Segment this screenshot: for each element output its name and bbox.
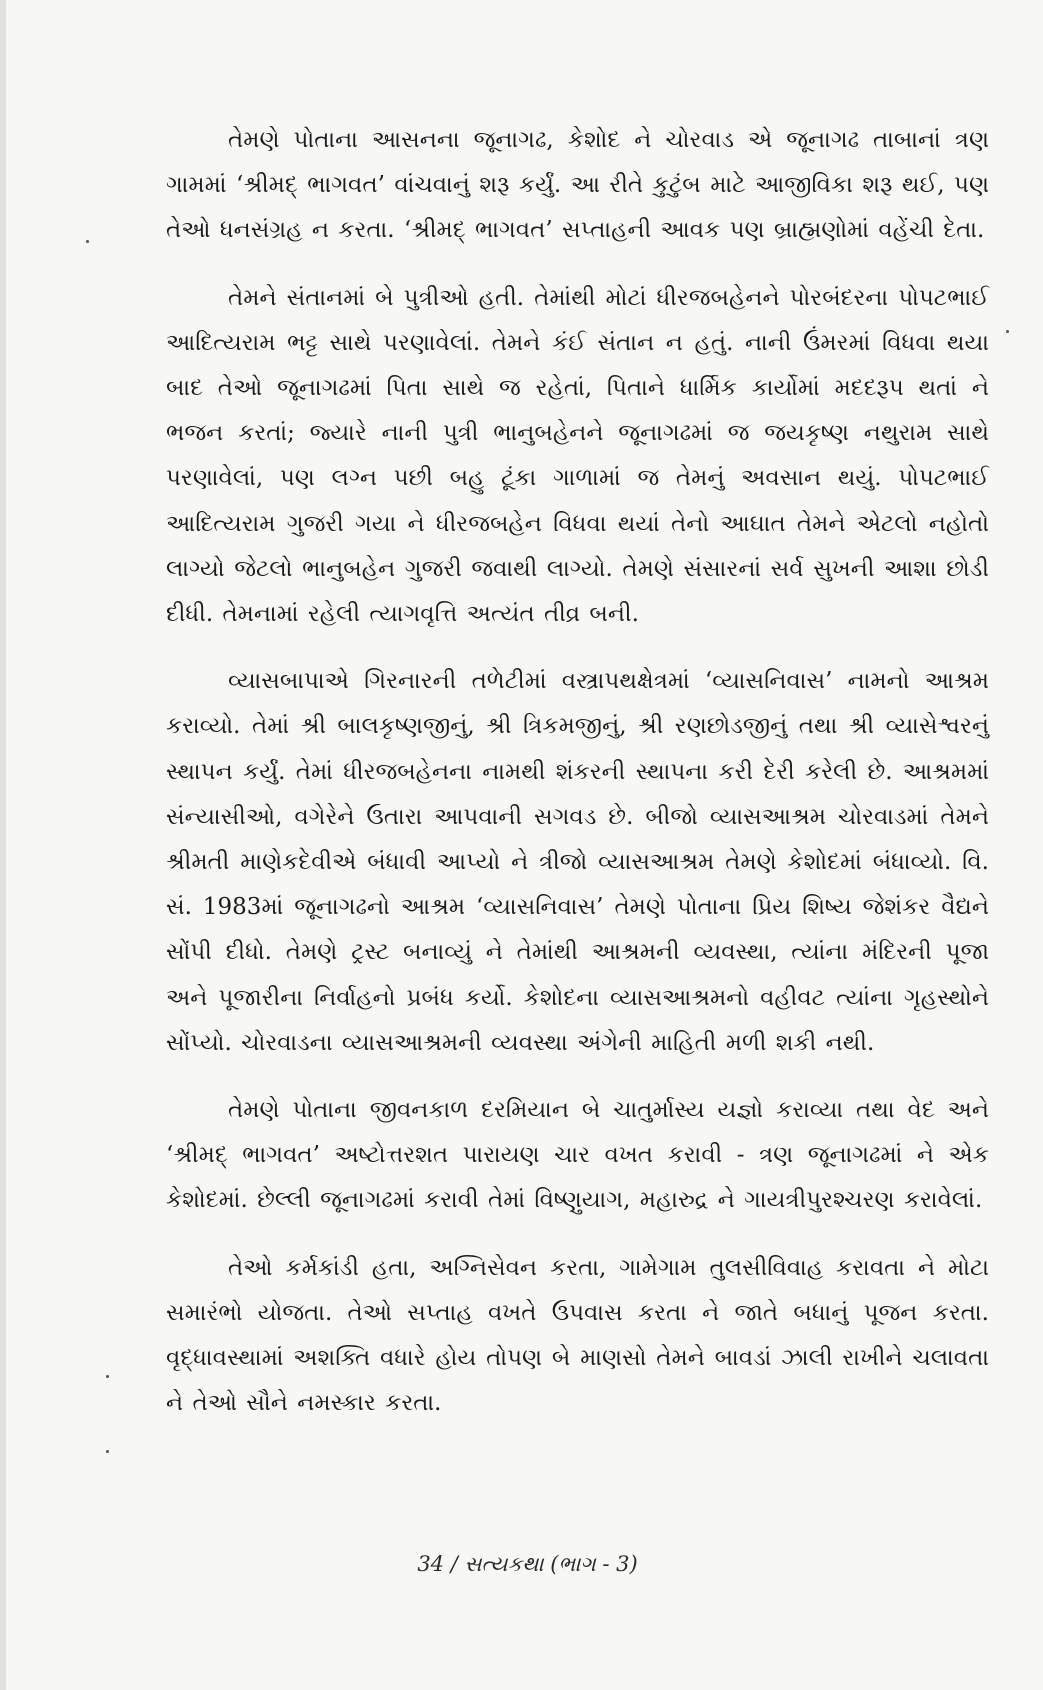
page-footer: 34 / સત્યકથા (ભાગ - 3) [417,1552,638,1576]
body-text [166,118,989,1448]
paragraph-5: તેઓ કર્મકાંડી હતા, અગ્નિસેવન કરતા, ગામેગામ તુલસીવિવાહ કરાવતા ને મોટા સમારંભો યોજતા. તેઓ સપ્તાહ વખતે ઉપવાસ કરતા ને જાતે બધાનું પૂજન કરતા. વૃદ્ધાવસ્થામાં અશક્તિ વધારે હોય તોપણ બે માણસો તેમને બાવડાં ઝાલી રાખીને ચલાવતા ને તેઓ સૌને નમસ્કાર કરતા. [166,1254,989,1417]
paper-speck [106,1375,109,1378]
paper-speck [1006,330,1009,333]
paragraph-3: વ્યાસબાપાએ ગિરનારની તળેટીમાં વસ્ત્રાપથક્ષેત્રમાં ‘વ્યાસનિવાસ’ નામનો આશ્રમ કરાવ્યો. તેમાં શ્રી બાલકૃષ્ણજીનું, શ્રી ત્રિકમજીનું, શ્રી રણછોડજીનું તથા શ્રી વ્યાસેશ્વરનું સ્થાપન કર્યું. તેમાં ધીરજબહેનના નામથી શંકરની સ્થાપના કરી દેરી કરેલી છે. આશ્રમમાં સંન્યાસીઓ, વગેરેને ઉતારા આપવાની સગવડ છે. બીજો વ્યાસઆશ્રમ ચોરવાડમાં તેમને શ્રીમતી માણેકદેવીએ બંધાવી આપ્યો ને ત્રીજો વ્યાસઆશ્રમ તેમણે કેશોદમાં બંધાવ્યો. વિ. સં. 1983માં જૂનાગઢનો આશ્રમ ‘વ્યાસનિવાસ’ તેમણે પોતાના પ્રિય શિષ્ય જેશંકર વૈદ્યને સોંપી દીધો. તેમણે ટ્રસ્ટ બનાવ્યું ને તેમાંથી આશ્રમની વ્યવસ્થા, ત્યાંના મંદિરની પૂજા અને પૂજારીના નિર્વાહનો પ્રબંધ કર્યો. કેશોદના વ્યાસઆશ્રમનો વહીવટ ત્યાંના ગૃહસ્થોને સોંપ્યો. ચોરવાડના વ્યાસઆશ્રમની વ્યવસ્થા અંગેની માહિતી મળી શકી નથી. [166,668,989,1056]
paragraph-1: તેમણે પોતાના આસનના જૂનાગઢ, કેશોદ ને ચોરવાડ એ જૂનાગઢ તાબાનાં ત્રણ ગામમાં ‘શ્રીમદ્ ભાગવત’ વાંચવાનું શરૂ કર્યું. આ રીતે કુટુંબ માટે આજીવિકા શરૂ થઈ, પણ તેઓ ધનસંગ્રહ ન કરતા. ‘શ્રીમદ્ ભાગવત’ સપ્તાહની આવક પણ બ્રાહ્મણોમાં વહેંચી દેતા. [166,127,989,244]
paper-speck [106,1450,109,1453]
paper-speck [86,240,89,243]
paragraph-4: તેમણે પોતાના જીવનકાળ દરમિયાન બે ચાતુર્માસ્ય યજ્ઞો કરાવ્યા તથા વેદ અને ‘શ્રીમદ્ ભાગવત’ અષ્ટોત્તરશત પારાયણ ચાર વખત કરાવી - ત્રણ જૂનાગઢમાં ને એક કેશોદમાં. છેલ્લી જૂનાગઢમાં કરાવી તેમાં વિષ્ણુયાગ, મહારુદ્ર ને ગાયત્રીપુરશ્ચરણ કરાવેલાં. [166,1097,989,1214]
paragraph-2: તેમને સંતાનમાં બે પુત્રીઓ હતી. તેમાંથી મોટાં ધીરજબહેનને પોરબંદરના પોપટભાઈ આદિત્યરામ ભટ્ટ સાથે પરણાવેલાં. તેમને કંઈ સંતાન ન હતું. નાની ઉંમરમાં વિધવા થયા બાદ તેઓ જૂનાગઢમાં પિતા સાથે જ રહેતાં, પિતાને ધાર્મિક કાર્યોમાં મદદરૂપ થતાં ને ભજન કરતાં; જ્યારે નાની પુત્રી ભાનુબહેનને જૂનાગઢમાં જ જયકૃષ્ણ નથુરામ સાથે પરણાવેલાં, પણ લગ્ન પછી બહુ ટૂંકા ગાળામાં જ તેમનું અવસાન થયું. પોપટભાઈ આદિત્યરામ ગુજરી ગયા ને ધીરજબહેન વિધવા થયાં તેનો આઘાત તેમને એટલો નહોતો લાગ્યો જેટલો ભાનુબહેન ગુજરી જવાથી લાગ્યો. તેમણે સંસારનાં સર્વ સુખની આશા છોડી દીધી. તેમનામાં રહેલી ત્યાગવૃત્તિ અત્યંત તીવ્ર બની. [166,284,989,628]
